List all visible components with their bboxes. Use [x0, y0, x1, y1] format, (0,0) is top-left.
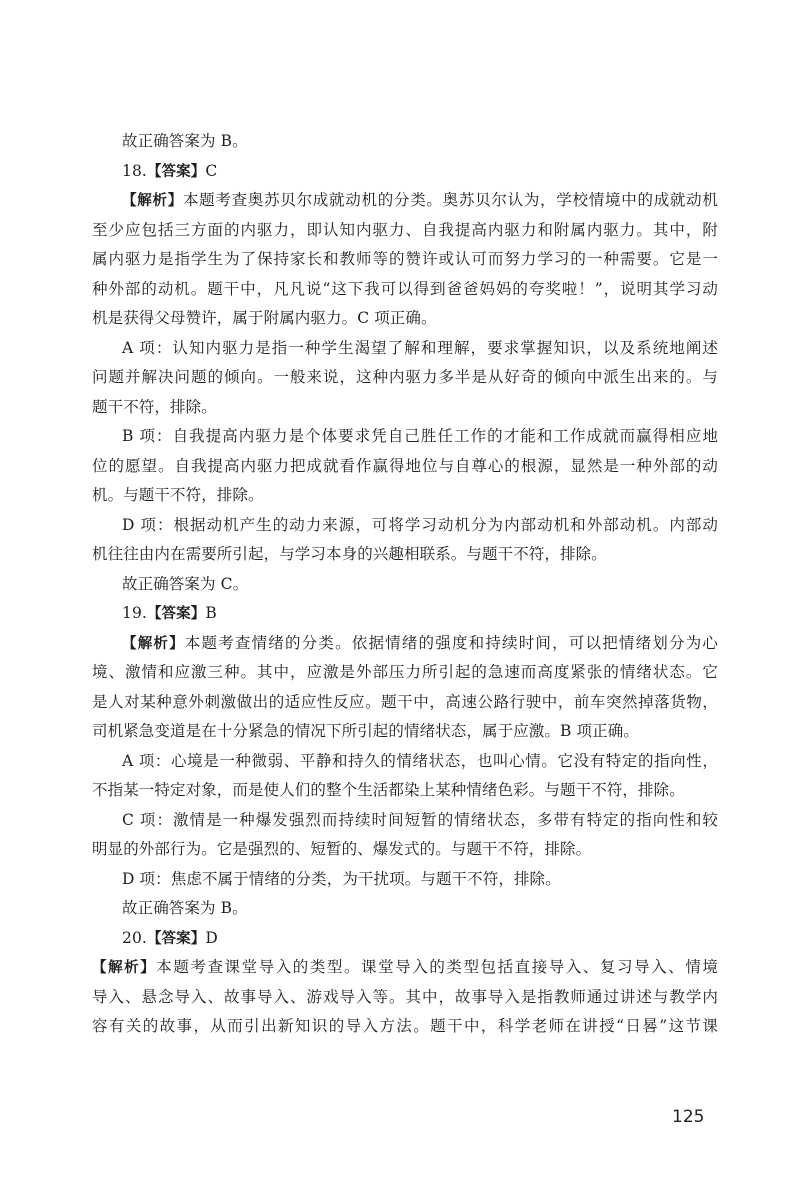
text-line	[92, 186, 718, 216]
text-line	[92, 570, 718, 600]
line-text: 司机紧急变道是在十分紧急的情况下所引起的情绪状态，属于应激。B 项正确。	[92, 722, 639, 740]
text-line	[92, 776, 718, 806]
section-label: 【答案】	[146, 163, 206, 180]
line-text: B	[205, 604, 217, 622]
line-text: 题干不符，排除。	[92, 397, 217, 416]
line-text: D	[205, 928, 218, 947]
section-label: 【答案】	[146, 930, 206, 947]
section-label: 【解析】	[122, 193, 183, 209]
text-line	[92, 334, 718, 364]
section-label: 【答案】	[146, 606, 206, 622]
text-line	[92, 422, 718, 452]
text-line	[92, 835, 718, 865]
line-text: A 项：认知内驱力是指一种学生渴望了解和理解，要求掌握知识，以及系统地阐述	[122, 338, 718, 357]
question-number: 19.	[122, 604, 147, 622]
line-text: 本题考查奥苏贝尔成就动机的分类。奥苏贝尔认为，学校情境中的成就动机	[182, 191, 718, 209]
page-body-text	[92, 127, 718, 1042]
text-line	[92, 363, 718, 393]
line-text: C 项：激情是一种爆发强烈而持续时间短暂的情绪状态，多带有特定的指向性和较	[122, 810, 718, 829]
text-line	[92, 983, 718, 1013]
text-line	[92, 1012, 718, 1042]
line-text: 本题考查情绪的分类。依据情绪的强度和持续时间，可以把情绪划分为心	[184, 633, 719, 652]
page-number: 125	[672, 1107, 705, 1127]
section-label: 【解析】	[122, 635, 185, 652]
line-text: A 项：心境是一种微弱、平静和持久的情绪状态，也叫心情。它没有特定的指向性，	[122, 751, 718, 770]
text-line	[92, 953, 718, 983]
question-number: 20.	[122, 928, 147, 947]
text-line	[92, 481, 718, 511]
line-text: 至少应包括三方面的内驱力，即认知内驱力、自我提高内驱力和附属内驱力。其中，附	[92, 220, 718, 239]
text-line	[92, 304, 718, 334]
text-line	[92, 216, 718, 246]
text-line	[92, 245, 718, 275]
text-line	[92, 688, 718, 718]
section-label: 【解析】	[92, 960, 157, 976]
line-text: 导入、悬念导入、故事导入、游戏导入等。其中，故事导入是指教师通过讲述与教学内	[92, 987, 718, 1006]
line-text: 是人对某种意外刺激做出的适应性反应。题干中，高速公路行驶中，前车突然掉落货物，	[92, 692, 718, 711]
text-line	[92, 127, 718, 157]
line-text: 容有关的故事，从而引出新知识的导入方法。题干中，科学老师在讲授“日晷”这节课	[92, 1017, 718, 1035]
line-text: 机。与题干不符，排除。	[92, 486, 264, 504]
text-line	[92, 393, 718, 423]
line-text: 位的愿望。自我提高内驱力把成就看作赢得地位与自尊心的根源，显然是一种外部的动	[92, 456, 718, 475]
text-line	[92, 865, 718, 895]
text-line	[92, 599, 718, 629]
line-text: 境、激情和应激三种。其中，应激是外部压力所引起的急速而高度紧张的情绪状态。它	[92, 663, 718, 681]
line-text: 明显的外部行为。它是强烈的、短暂的、爆发式的。与题干不符，排除。	[92, 840, 592, 858]
line-text: B 项：自我提高内驱力是个体要求凭自己胜任工作的才能和工作成就而赢得相应地	[122, 427, 718, 445]
line-text: 不指某一特定对象，而是使人们的整个生活都染上某种情绪色彩。与题干不符，排除。	[92, 781, 685, 799]
text-line	[92, 894, 718, 924]
text-line	[92, 924, 718, 954]
text-line	[92, 806, 718, 836]
text-line	[92, 629, 718, 659]
text-line	[92, 717, 718, 747]
line-text: 机往往由内在需要所引起，与学习本身的兴趣相联系。与题干不符，排除。	[92, 545, 607, 563]
line-text: 机是获得父母赞许，属于附属内驱力。C 项正确。	[92, 309, 437, 327]
line-text: 种外部的动机。题干中，凡凡说“这下我可以得到爸爸妈妈的夸奖啦！”，说明其学习动	[92, 279, 718, 298]
line-text: C	[205, 161, 218, 180]
text-line	[92, 511, 718, 541]
line-text: D 项：根据动机产生的动力来源，可将学习动机分为内部动机和外部动机。内部动	[122, 515, 718, 534]
line-text: D 项：焦虑不属于情绪的分类，为干扰项。与题干不符，排除。	[122, 869, 561, 888]
text-line	[92, 157, 718, 187]
line-text: 故正确答案为 C。	[122, 574, 249, 593]
line-text: 故正确答案为 B。	[122, 899, 248, 917]
text-line	[92, 540, 718, 570]
line-text: 属内驱力是指学生为了保持家长和教师等的赞许或认可而努力学习的一种需要。它是一	[92, 250, 718, 268]
text-line	[92, 747, 718, 777]
line-text: 本题考查课堂导入的类型。课堂导入的类型包括直接导入、复习导入、情境	[156, 958, 718, 976]
line-text: 问题并解决问题的倾向。一般来说，这种内驱力多半是从好奇的倾向中派生出来的。与	[92, 368, 718, 386]
text-line	[92, 275, 718, 305]
question-number: 18.	[122, 161, 147, 180]
line-text: 故正确答案为 B。	[122, 132, 248, 150]
text-line	[92, 658, 718, 688]
text-line	[92, 452, 718, 482]
